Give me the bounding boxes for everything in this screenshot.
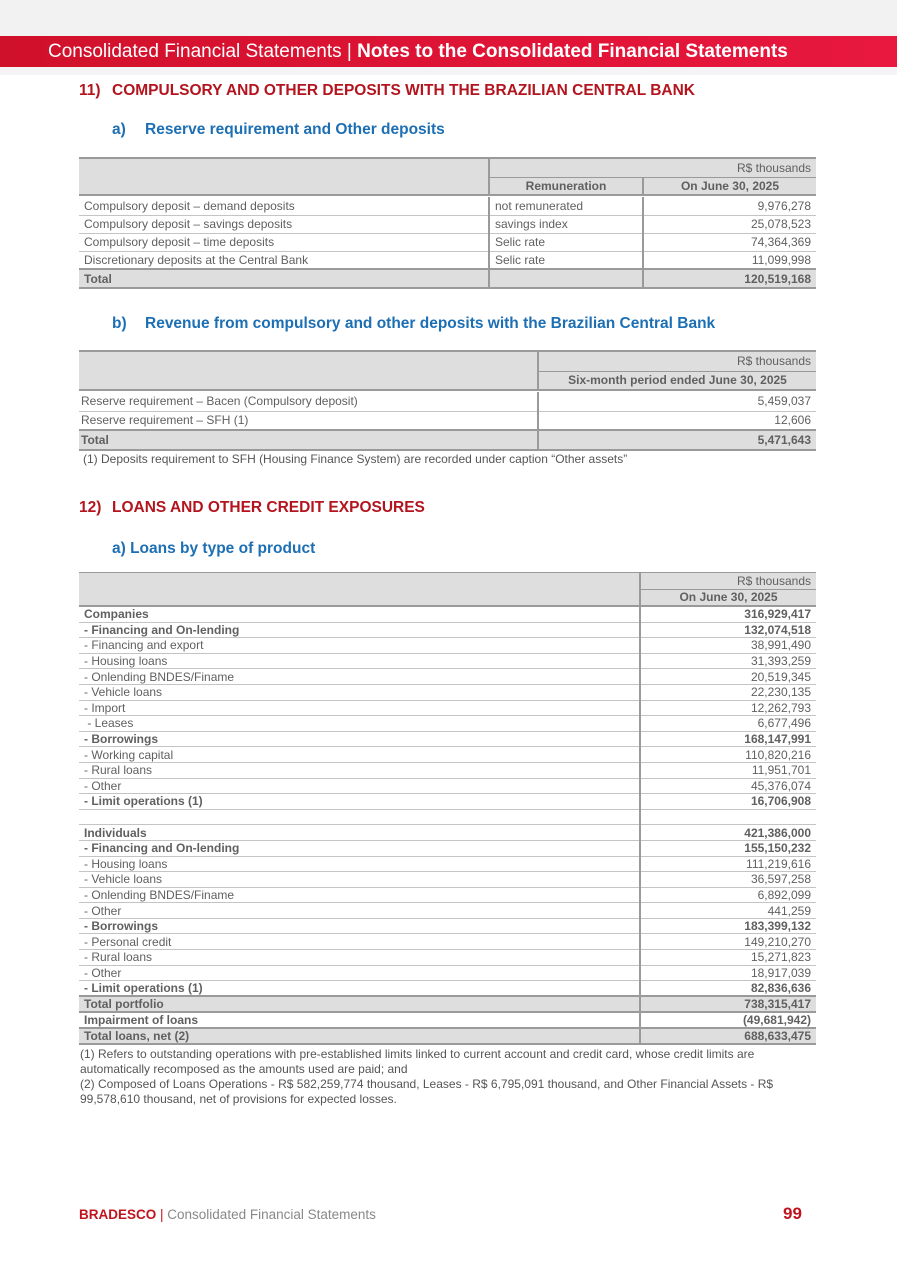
row-value: 15,271,823 — [640, 950, 816, 966]
net-loans-value: 688,633,475 — [640, 1028, 816, 1044]
row-label: - Rural loans — [79, 950, 640, 966]
table-header-blank — [79, 573, 640, 606]
table-row — [79, 622, 816, 638]
note-12a-heading: a) Loans by type of product — [112, 540, 316, 557]
spacer-row — [79, 809, 816, 825]
table-row — [79, 731, 816, 747]
total-value: 120,519,168 — [744, 271, 811, 286]
table-row — [79, 965, 816, 981]
unit-label: R$ thousands — [538, 351, 816, 371]
row-label: - Vehicle loans — [79, 872, 640, 888]
table-row — [79, 215, 816, 233]
unit-label: R$ thousands — [489, 158, 816, 177]
total-row — [79, 430, 816, 450]
impairment-row — [79, 1012, 816, 1028]
row-label: - Leases — [79, 716, 640, 732]
net-loans-row — [79, 1028, 816, 1044]
row-label: Companies — [79, 607, 640, 623]
header-separator: | — [341, 41, 358, 62]
table-row — [79, 778, 816, 794]
table-row — [79, 716, 816, 732]
note-11-title: COMPULSORY AND OTHER DEPOSITS WITH THE BRAZILIAN CENTRAL BANK — [112, 82, 695, 99]
table-row — [79, 981, 816, 997]
row-label: - Onlending BNDES/Finame — [79, 669, 640, 685]
impairment-value: (49,681,942) — [640, 1012, 816, 1028]
row-value: 441,259 — [640, 903, 816, 919]
row-value: 82,836,636 — [640, 981, 816, 997]
column-header-remuneration: Remuneration — [489, 177, 643, 195]
header-section: Consolidated Financial Statements — [48, 41, 342, 62]
row-value: 168,147,991 — [640, 731, 816, 747]
row-value: 16,706,908 — [640, 794, 816, 810]
header-subtitle: Notes to the Consolidated Financial Statements — [357, 41, 788, 62]
total-portfolio-label: Total portfolio — [84, 997, 164, 1012]
table-row — [79, 950, 816, 966]
row-value: 5,459,037 — [538, 392, 816, 411]
footnote-composition: (2) Composed of Loans Operations - R$ 582,259,774 thousand, Leases - R$ 6,795,091 thousand, and Other Financial Assets - R$ 99,578,610 thousand, net of provisions for expected losses. — [80, 1077, 774, 1106]
row-value: 12,262,793 — [640, 700, 816, 716]
impairment-label: Impairment of loans — [84, 1013, 199, 1028]
table-row — [79, 197, 816, 215]
row-label: - Other — [79, 965, 640, 981]
table-row — [79, 392, 816, 411]
revenue-deposits-table — [79, 350, 816, 451]
row-value: 11,951,701 — [640, 762, 816, 778]
loans-by-product-table — [79, 572, 816, 1045]
table-row — [79, 794, 816, 810]
row-value: 110,820,216 — [640, 747, 816, 763]
note-11-heading — [79, 82, 695, 100]
row-value: 12,606 — [538, 411, 816, 430]
note-11b-number: b) — [112, 315, 127, 332]
row-label: - Borrowings — [79, 918, 640, 934]
column-header-period: Six-month period ended June 30, 2025 — [538, 371, 816, 390]
row-value: 45,376,074 — [640, 778, 816, 794]
row-value: 111,219,616 — [640, 856, 816, 872]
row-value: 74,364,369 — [643, 233, 816, 251]
table-row — [79, 903, 816, 919]
row-label: - Working capital — [79, 747, 640, 763]
row-label: - Borrowings — [79, 731, 640, 747]
row-label: Reserve requirement – SFH (1) — [81, 413, 249, 428]
table-row — [79, 411, 816, 430]
note-11a-title: Reserve requirement and Other deposits — [145, 121, 445, 138]
reserve-requirement-table — [79, 157, 816, 289]
note-12-title: LOANS AND OTHER CREDIT EXPOSURES — [112, 499, 425, 516]
row-label: - Financing and On-lending — [79, 840, 640, 856]
column-header-date: On June 30, 2025 — [640, 590, 816, 606]
total-row — [79, 269, 816, 288]
row-label: Compulsory deposit – demand deposits — [79, 197, 489, 215]
row-value: 11,099,998 — [751, 252, 811, 267]
row-value: 155,150,232 — [640, 840, 816, 856]
table-row — [79, 934, 816, 950]
top-margin — [0, 0, 897, 36]
column-header-date: On June 30, 2025 — [680, 178, 780, 193]
row-value: 132,074,518 — [640, 622, 816, 638]
row-label: Compulsory deposit – savings deposits — [79, 215, 489, 233]
banner-underline — [0, 67, 897, 75]
row-label: - Limit operations (1) — [79, 794, 640, 810]
row-label: Individuals — [79, 825, 640, 841]
row-remuneration: Selic rate — [489, 251, 643, 269]
note-11a-number: a) — [112, 121, 126, 138]
row-value: 38,991,490 — [640, 638, 816, 654]
row-label: - Limit operations (1) — [84, 981, 203, 996]
row-value: 9,976,278 — [643, 197, 816, 215]
footer-brand: BRADESCO — [79, 1207, 157, 1222]
table-row — [79, 700, 816, 716]
table-row — [79, 653, 816, 669]
table-header-blank — [79, 351, 538, 390]
footer — [79, 1207, 376, 1222]
row-value: 25,078,523 — [643, 215, 816, 233]
note-12-number: 12) — [79, 499, 102, 516]
row-value: 31,393,259 — [640, 653, 816, 669]
row-value: 316,929,417 — [640, 607, 816, 623]
page-number: 99 — [783, 1204, 802, 1223]
table-row-individuals — [79, 825, 816, 841]
row-label: - Financing and export — [79, 638, 640, 654]
header-banner — [0, 36, 897, 67]
row-value: 421,386,000 — [640, 825, 816, 841]
footnote-sfh: (1) Deposits requirement to SFH (Housing Finance System) are recorded under caption “Other assets” — [83, 452, 628, 466]
table-row — [79, 762, 816, 778]
row-label: - Housing loans — [79, 856, 640, 872]
row-value: 18,917,039 — [640, 965, 816, 981]
row-value: 183,399,132 — [640, 918, 816, 934]
note-11b-title: Revenue from compulsory and other deposits with the Brazilian Central Bank — [145, 315, 716, 332]
row-value: 22,230,135 — [640, 684, 816, 700]
row-label: Reserve requirement – Bacen (Compulsory deposit) — [79, 392, 538, 411]
row-label: - Other — [79, 778, 640, 794]
row-label: - Personal credit — [79, 934, 640, 950]
table-row — [79, 856, 816, 872]
total-portfolio-value: 738,315,417 — [640, 996, 816, 1012]
table-row-companies — [79, 607, 816, 623]
table-row — [79, 669, 816, 685]
table-row — [79, 840, 816, 856]
table-row — [79, 233, 816, 251]
row-label: Compulsory deposit – time deposits — [79, 233, 489, 251]
note-12-heading — [79, 499, 425, 517]
row-label: - Housing loans — [79, 653, 640, 669]
total-portfolio-row — [79, 996, 816, 1012]
table-row — [79, 887, 816, 903]
row-remuneration: savings index — [489, 215, 643, 233]
row-value: 149,210,270 — [640, 934, 816, 950]
footer-text: Consolidated Financial Statements — [167, 1207, 376, 1222]
unit-label: R$ thousands — [640, 573, 816, 590]
table-row — [79, 251, 816, 269]
table-header-blank — [79, 158, 489, 195]
row-value: 20,519,345 — [640, 669, 816, 685]
row-value: 6,892,099 — [640, 887, 816, 903]
total-value: 5,471,643 — [538, 430, 816, 450]
row-label: - Import — [79, 700, 640, 716]
table-row — [79, 872, 816, 888]
row-label: Discretionary deposits at the Central Bank — [84, 252, 309, 267]
row-label: - Other — [79, 903, 640, 919]
total-label: Total — [84, 271, 112, 286]
note-11a-heading — [112, 121, 445, 139]
table-row — [79, 747, 816, 763]
net-loans-label: Total loans, net (2) — [84, 1029, 190, 1044]
row-label: - Onlending BNDES/Finame — [79, 887, 640, 903]
table-row — [79, 638, 816, 654]
note-11-number: 11) — [79, 82, 101, 99]
row-label: - Vehicle loans — [79, 684, 640, 700]
row-label: - Rural loans — [79, 762, 640, 778]
footnote-limit-operations: (1) Refers to outstanding operations with pre-established limits linked to current account and credit card, whose credit limits are automatically recomposed as the amounts used are paid; and — [80, 1047, 755, 1076]
row-value: 6,677,496 — [640, 716, 816, 732]
total-label: Total — [81, 433, 109, 447]
row-label: - Financing and On-lending — [79, 622, 640, 638]
row-value: 36,597,258 — [640, 872, 816, 888]
row-remuneration: not remunerated — [489, 197, 643, 215]
table-row — [79, 918, 816, 934]
note-11b-heading — [112, 315, 715, 333]
row-remuneration: Selic rate — [489, 233, 643, 251]
footer-separator: | — [156, 1207, 168, 1222]
table-row — [79, 684, 816, 700]
